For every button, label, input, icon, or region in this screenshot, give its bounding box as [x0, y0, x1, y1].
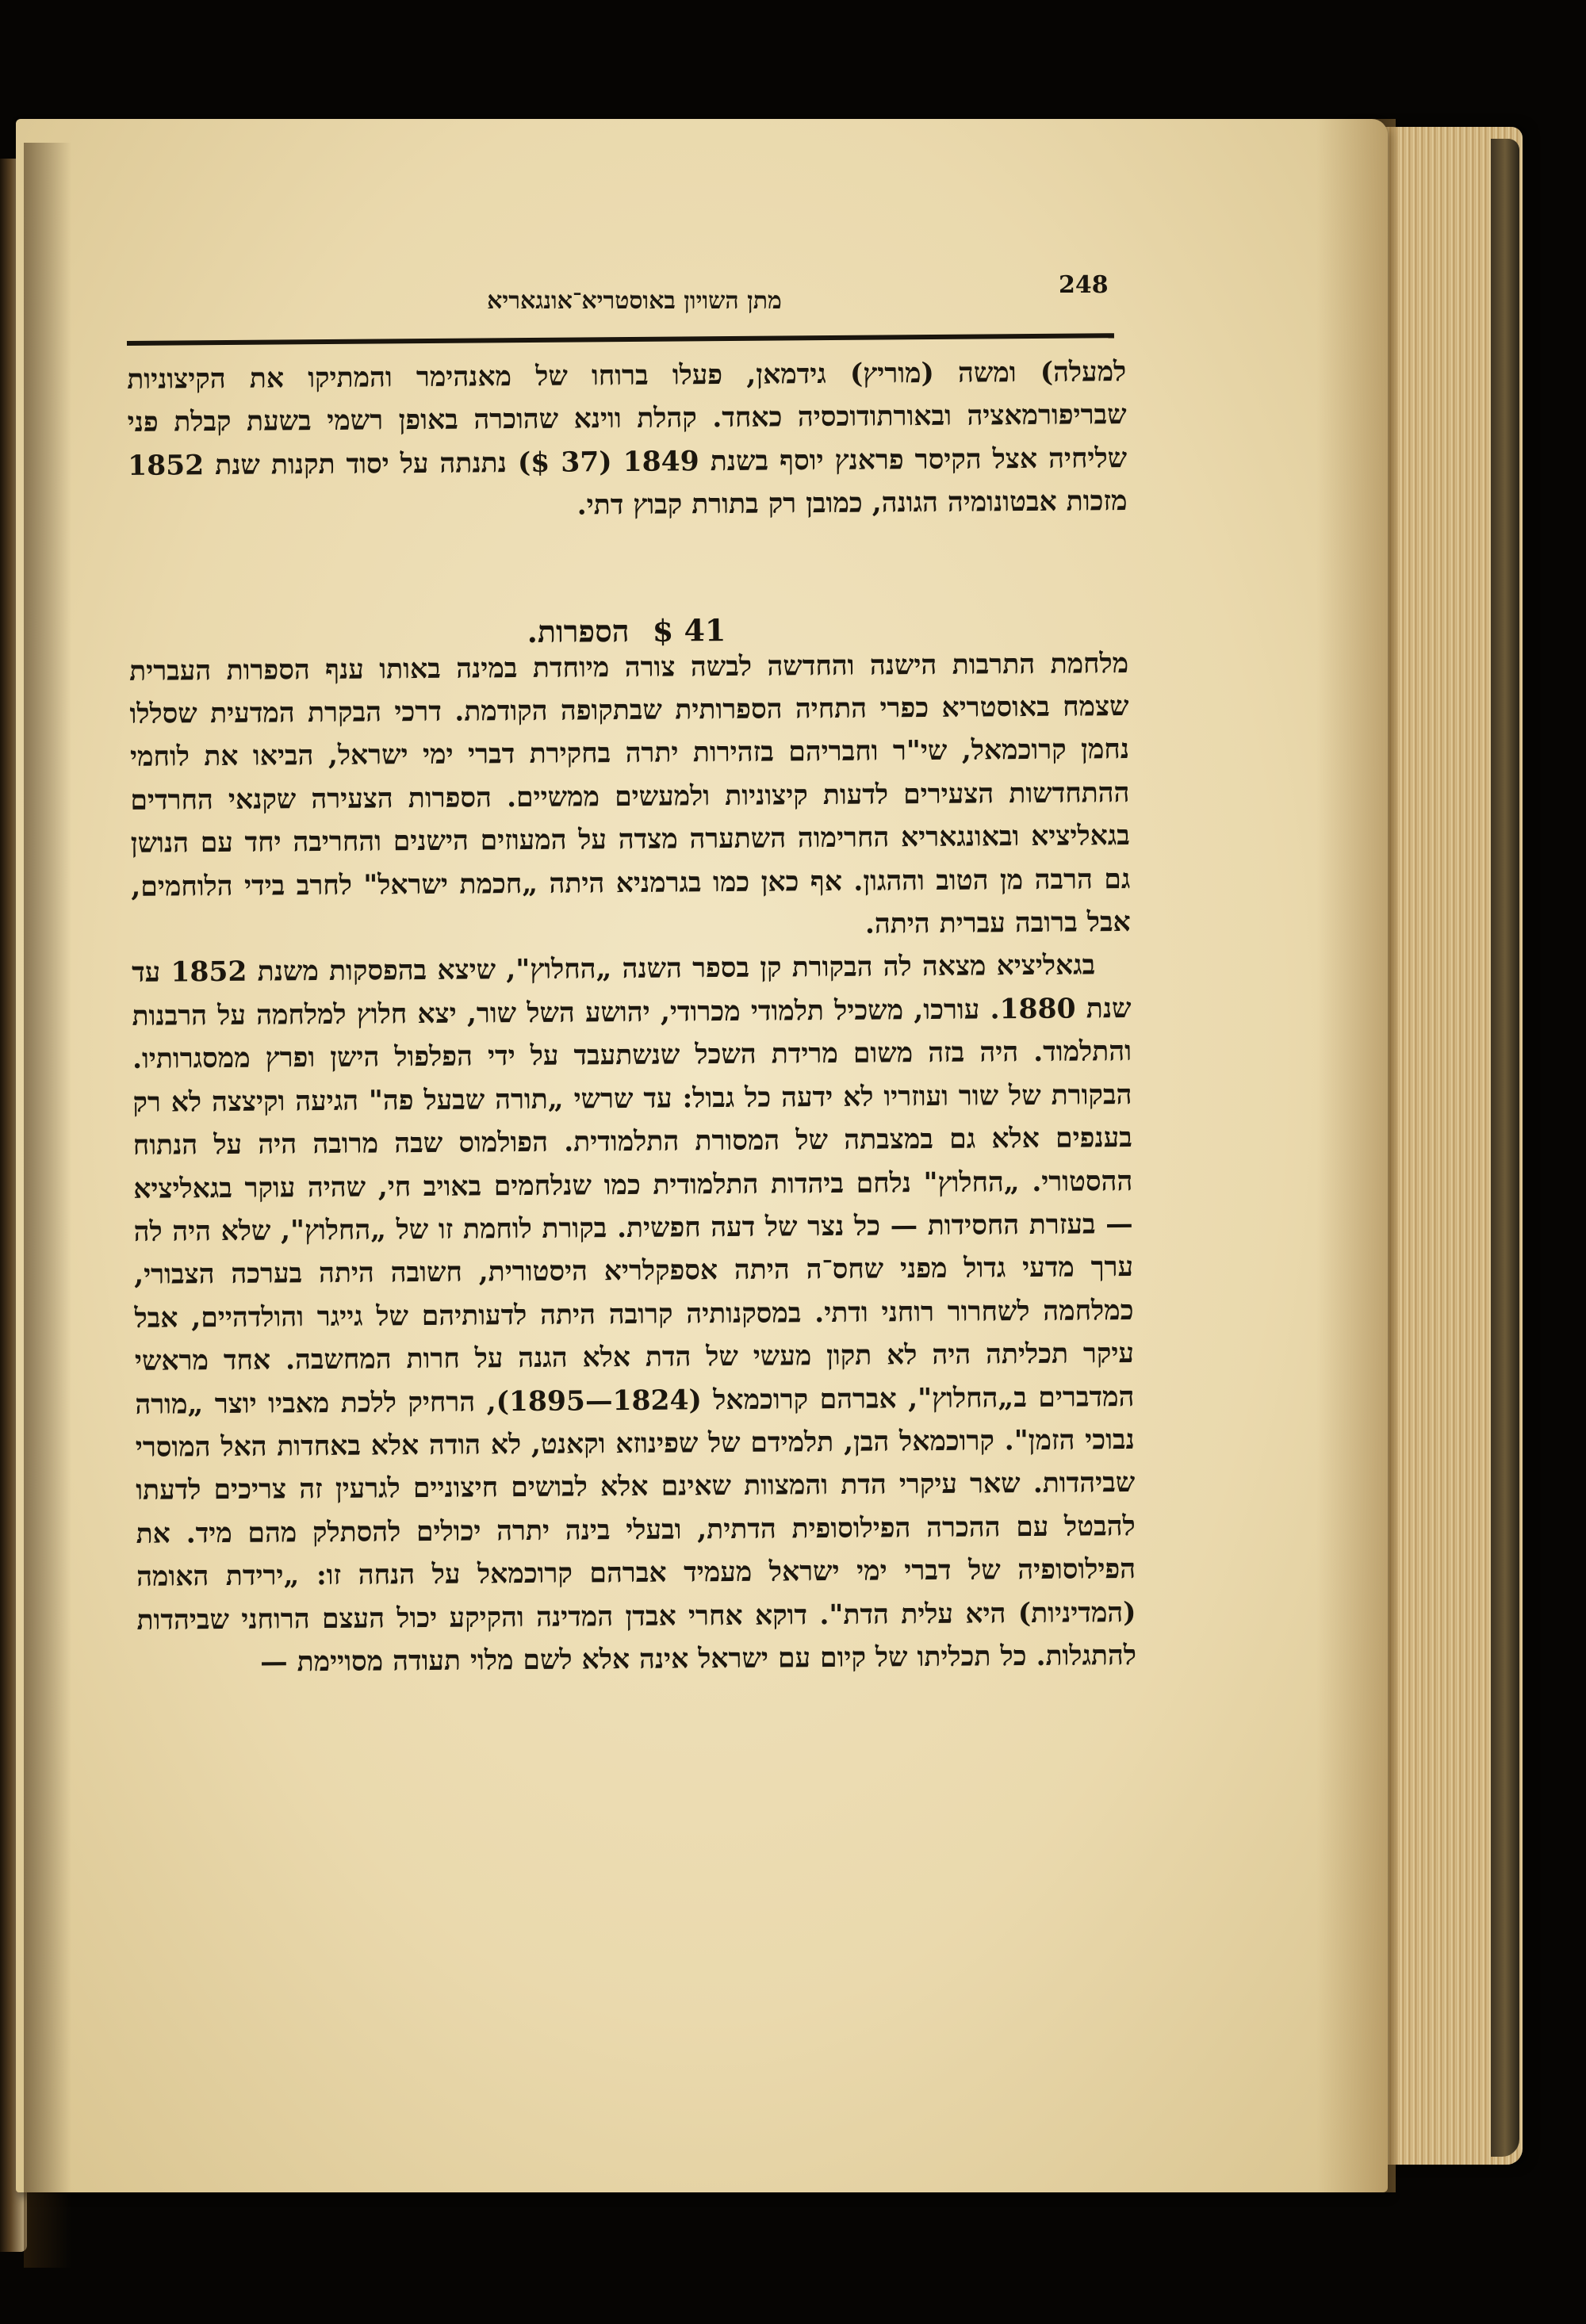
section-number: 41 $	[652, 612, 726, 649]
paragraph-literature: מלחמת התרבות הישנה והחדשה לבשה צורה מיוחדת במינה באותו ענף הספרות העברית שצמח באוסטריא כפרי התחיה הספרותית שבתקופה הקודמת. דרכי הבקרת המדעית שסללו נחמן קרוכמאל, שי"ר וחבריהם בזהירות יתרה בחקירת דברי ימי ישראל, הביאו את לוחמי ההתחדשות הצעירים לדעות קיצוניות ולמעשים ממשיים. הספרות הצעירה שקנאי החרדים בגאליציא ובאונגאריא החרימוה השתערה מצדה על המעוזים הישנים והחריבה יחד עם הנושן גם הרבה מן הטוב וההגון. אף כאן כמו בגרמניא היתה „חכמת ישראל" לחרב בידי הלוחמים, אבל ברובה עברית היתה.	[128, 647, 1131, 940]
heading-space	[128, 523, 1128, 650]
running-head: מתן השויון באוסטריא־אונגאריא	[487, 287, 782, 315]
body-text	[127, 350, 1136, 1685]
page-fore-edge-shadow	[1316, 119, 1396, 2192]
gutter-shadow	[24, 143, 71, 2268]
section-title: הספרות.	[527, 612, 630, 649]
page-number: 248	[1059, 271, 1109, 299]
intro-paragraph: למעלה) ומשה (מוריץ) גידמאן, פעלו ברוחו של מאנהימר והמתיקו את הקיצוניות שבריפורמאציה ובאורתודוכסיה כאחד. קהלת ווינא שהוכרה באופן רשמי בשעת קבלת פני שליחיה אצל הקיסר פראנץ יוסף בשנת 1849 (37 $) נתנתה על יסוד תקנות שנת 1852 מזכות אבטונומיה הגונה, כמובן רק בתורת קבוץ דתי.	[127, 355, 1128, 522]
book-cover-edge	[1491, 139, 1519, 2157]
paragraph-hechalutz: בגאליציא מצאה לה הבקורת קן בספר השנה „החלוץ", שיצא בהפסקות משנת 1852 עד שנת 1880. עורכו, משכיל תלמודי מכרודי, יהושע השל שור, יצא חלוץ למלחמה על הרבנות והתלמוד. היה בזה משום מרידת השכל שנשתעבד על ידי הפלפול הישן ופרץ ממסגרותיו. הבקורת של שור ועוזריו לא ידעה כל גבול: עד שרשי „תורה שבעל פה" הגיעה וקיצצה לא רק בענפים אלא גם במצבתה של המסורת התלמודית. הפולמוס שבה מרובה היה על הנתוח ההסטורי. „החלוץ" נלחם ביהדות התלמודית כמו שנלחמים באויב חי, שהיה עוקר בגאליציא — בעזרת החסידות — כל נצר של דעה חפשית. בקורת לוחמת זו של „החלוץ", שלא היה לה ערך מדעי גדול מפני שחס־ה היתה אספקלריא היסטורית, חשובה היתה בערכה הצבורי, כמלחמה לשחרור רוחני ודתי. במסקנותיה קרובה היתה לדעותיהם של גייגר והולדהיים, אבל עיקר תכליתה היה לא תקון מעשי של הדת אלא הגנה על חרות המחשבה. אחד מראשי המדברים ב„החלוץ", אברהם קרוכמאל (1824—1895), הרחיק ללכת מאביו יוצר „מורה נבוכי הזמן". קרוכמאל הבן, תלמידם של שפינוזא וקאנט, לא הודה אלא באחדות האל המוסרי שביהדות. שאר עיקרי הדת והמצוות שאינם אלא לבושים חיצוניים לגרעין זה צריכים לדעתו להבטל עם ההכרה הפילוסופית הדתית, ובעלי בינה יתרה יכולים להסתלק מהם מיד. את הפילוסופיה של דברי ימי ישראל מעמיד אברהם קרוכמאל על הנחה זו: „ירידת האומה (המדיניות) היא עלית הדת". דוקא אחרי אבדן המדינה והקיקע יכול העצם הרוחני שביהדות להתגלות. כל תכליתו של קיום עם ישראל אינה אלא לשם מלוי תעודה מסויימת —	[131, 949, 1137, 1679]
